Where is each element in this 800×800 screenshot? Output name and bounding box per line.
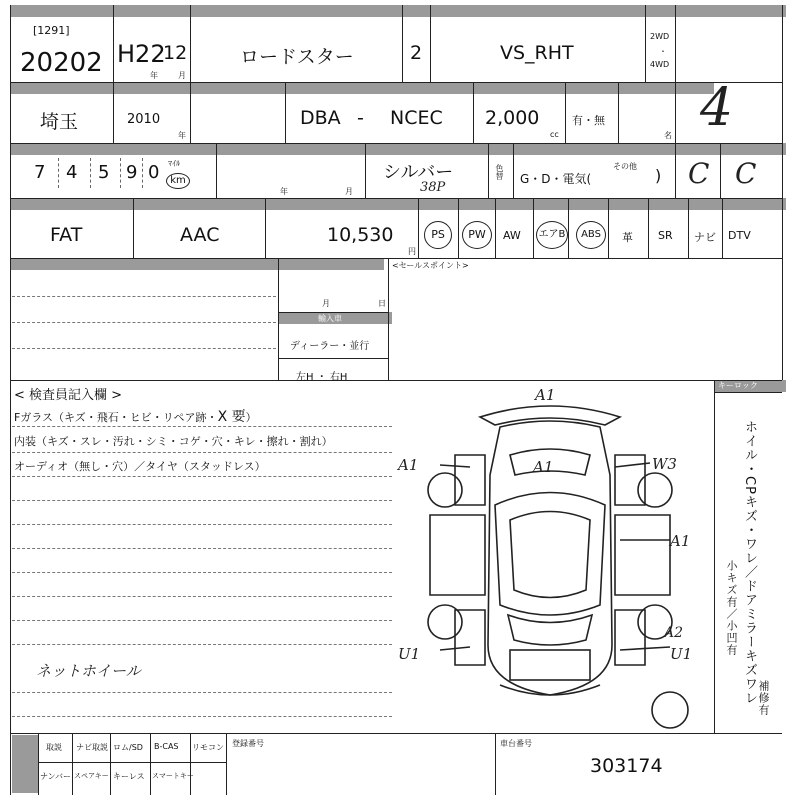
insp-line-k xyxy=(12,692,392,693)
roof-panel xyxy=(510,512,590,598)
v28 xyxy=(688,198,689,258)
v20 xyxy=(265,198,266,258)
year-unit: 年 xyxy=(150,71,158,80)
spare-circle xyxy=(652,692,688,728)
footer-corner-stamp xyxy=(12,735,38,793)
v16 xyxy=(513,143,514,198)
rear-bumper xyxy=(480,406,620,425)
footer-keyless: キーレス xyxy=(113,772,145,781)
v12 xyxy=(618,82,619,143)
date-month: 月 xyxy=(322,299,330,308)
insp-line-d xyxy=(12,500,392,501)
mileage-sep-2 xyxy=(90,158,91,188)
line-row1-bottom xyxy=(10,82,782,83)
mileage-unit-km: km xyxy=(166,173,190,189)
mileage-sep-3 xyxy=(120,158,121,188)
displacement: 2,000 xyxy=(485,107,540,129)
header-band-row5 xyxy=(10,258,384,270)
grade: VS_RHT xyxy=(500,42,574,64)
type-code: NCEC xyxy=(390,107,443,129)
line-row4-bottom xyxy=(10,258,782,259)
mark-right-front-a: A2 xyxy=(664,625,684,641)
exterior-grade: C xyxy=(688,157,710,190)
fv4 xyxy=(150,733,151,795)
v29 xyxy=(722,198,723,258)
front-left-wheel xyxy=(428,605,462,639)
fv7 xyxy=(495,733,496,795)
inspector-line1 xyxy=(14,406,257,426)
header-band-row1 xyxy=(10,5,786,17)
color-change-label: 色替 xyxy=(495,164,504,180)
left-front-fender xyxy=(455,610,485,665)
insp-line-a xyxy=(12,426,392,427)
insp-line-f xyxy=(12,548,392,549)
interior-grade: C xyxy=(735,157,757,190)
line-footer-top xyxy=(10,733,782,734)
v13 xyxy=(216,143,217,198)
mileage-digit-3: 5 xyxy=(98,162,110,183)
equip-ps: PS xyxy=(424,221,452,249)
header-band-row3 xyxy=(10,143,786,155)
keylock-label: キーロック xyxy=(718,381,758,390)
date-day: 日 xyxy=(378,299,386,308)
insp-line-b xyxy=(12,452,392,453)
footer-plate: ナンバー xyxy=(40,772,72,781)
v26 xyxy=(608,198,609,258)
v11 xyxy=(565,82,566,143)
footer-navi-manual: ナビ取説 xyxy=(76,743,108,752)
v14 xyxy=(365,143,366,198)
handle-side: 左H ・ 右H xyxy=(296,372,348,383)
mileage-digit-2: 4 xyxy=(66,162,78,183)
mileage-sep-4 xyxy=(142,158,143,188)
location: 埼玉 xyxy=(40,111,79,133)
chassis-label: 車台番号 xyxy=(500,739,532,748)
inspector-title: < 検査員記入欄 > xyxy=(14,388,123,403)
fglass-close: ） xyxy=(245,411,257,424)
side-note-repair: 補修有 xyxy=(757,680,770,716)
v7 xyxy=(113,82,114,143)
notes-line-3 xyxy=(12,348,276,349)
rear-left-wheel xyxy=(428,473,462,507)
v31 xyxy=(388,258,389,380)
line-import-mid xyxy=(278,358,388,359)
mark-arrow-1 xyxy=(440,465,470,467)
side-note-wheel-mirror: ホイル・CPキズ・ワレ／ドアミラーキズワレ xyxy=(742,420,757,705)
equip-aw: AW xyxy=(503,229,521,242)
v8 xyxy=(190,82,191,143)
footer-bcas: B-CAS xyxy=(154,742,179,751)
inspection-year: 年 xyxy=(280,187,288,196)
mark-right-rear: W3 xyxy=(652,455,677,473)
model-year: H22 xyxy=(117,40,166,68)
v2 xyxy=(190,5,191,82)
fv1 xyxy=(38,733,39,795)
transmission: FAT xyxy=(50,224,83,246)
fuel-other-label: その他 xyxy=(613,162,637,171)
hood-panel xyxy=(510,650,590,680)
header-band-row4 xyxy=(10,198,786,210)
frame-left xyxy=(10,5,11,795)
v3 xyxy=(402,5,403,82)
capacity-unit: 名 xyxy=(664,131,672,140)
v30 xyxy=(278,258,279,380)
color-code: 38P xyxy=(420,180,446,195)
v21 xyxy=(418,198,419,258)
equip-leather: 革 xyxy=(622,231,633,244)
drive-4wd: 4WD xyxy=(650,60,670,69)
line-keylock-bottom xyxy=(714,392,782,393)
inspector-line2: 内装（キズ・スレ・汚れ・シミ・コゲ・穴・キレ・擦れ・割れ） xyxy=(14,435,333,448)
v6 xyxy=(675,5,676,143)
drive-2wd: 2WD xyxy=(650,32,670,41)
model-month: 12 xyxy=(163,42,188,64)
equip-pw: PW xyxy=(462,221,492,249)
inspection-month: 月 xyxy=(345,187,353,196)
side-note-scratch-dent: 小キズ有／小凹有 xyxy=(725,560,738,656)
line-row2-bottom xyxy=(10,143,782,144)
drive-sep: ・ xyxy=(659,47,667,56)
mileage-digit-1: 7 xyxy=(34,162,46,183)
fglass-required: X 要 xyxy=(217,409,246,425)
line-row5-bottom xyxy=(10,380,782,381)
fv2 xyxy=(72,733,73,795)
insp-line-l xyxy=(12,716,392,717)
v19 xyxy=(133,198,134,258)
inspector-line3: オーディオ（無し・穴）／タイヤ（スタッドレス） xyxy=(14,460,266,473)
fv3 xyxy=(110,733,111,795)
sales-point-header: <セールスポイント> xyxy=(392,261,469,270)
equip-sunroof: SR xyxy=(658,229,673,242)
footer-manual: 取説 xyxy=(46,743,62,752)
fv6 xyxy=(226,733,227,795)
turbo-options: 有・無 xyxy=(572,114,605,127)
v4 xyxy=(430,5,431,82)
first-registration-unit: 年 xyxy=(178,131,186,140)
mark-left-rear: A1 xyxy=(398,456,419,474)
front-windshield xyxy=(508,615,592,645)
front-bumper xyxy=(500,685,600,695)
v17 xyxy=(675,143,676,198)
v-side xyxy=(714,380,715,733)
notes-line-2 xyxy=(12,322,276,323)
notes-line-1 xyxy=(12,296,276,297)
footer-spare-key: スペアキー xyxy=(74,772,109,780)
frame-right xyxy=(782,5,783,380)
fuel-close: ) xyxy=(655,166,662,185)
footer-remote: リモコン xyxy=(192,743,224,752)
right-front-fender xyxy=(615,610,645,665)
mark-left-front: U1 xyxy=(398,645,421,663)
aircon: AAC xyxy=(180,224,220,246)
door-count: 2 xyxy=(410,42,423,64)
mileage-unit-mile: ﾏｲﾙ xyxy=(168,159,180,168)
rear-right-wheel xyxy=(638,473,672,507)
mileage-sep-1 xyxy=(58,158,59,188)
auction-score: 4 xyxy=(700,78,734,138)
v23 xyxy=(495,198,496,258)
import-header: 輸入車 xyxy=(318,314,342,323)
fh-mid xyxy=(38,762,226,763)
lot-code: [1291] xyxy=(33,24,70,37)
month-unit: 月 xyxy=(178,71,186,80)
v22 xyxy=(458,198,459,258)
v9 xyxy=(285,82,286,143)
insp-line-i xyxy=(12,620,392,621)
insp-line-c xyxy=(12,476,392,477)
v1 xyxy=(113,5,114,82)
header-band-keylock xyxy=(714,380,786,392)
mark-roof: A1 xyxy=(533,458,554,476)
recycle-yen: 円 xyxy=(408,247,416,256)
line-row3-bottom xyxy=(10,198,782,199)
equip-abs: ABS xyxy=(576,221,606,249)
footer-smart-key: スマートキー xyxy=(152,772,194,780)
fglass-items: Fガラス（キズ・飛石・ヒビ・リペア跡・ xyxy=(14,411,218,424)
insp-line-g xyxy=(12,572,392,573)
equip-dtv: DTV xyxy=(728,229,751,242)
equip-navi: ナビ xyxy=(694,231,716,244)
mileage-digit-5: 0 xyxy=(148,162,160,183)
cc-unit: cc xyxy=(550,130,559,139)
mark-right-front-u: U1 xyxy=(670,645,693,663)
registration-label: 登録番号 xyxy=(232,739,264,748)
insp-line-j xyxy=(12,644,392,645)
v18 xyxy=(720,143,721,198)
insp-line-h xyxy=(12,596,392,597)
v24 xyxy=(533,198,534,258)
first-registration-year: 2010 xyxy=(127,112,161,127)
handwritten-note: ネットホイール xyxy=(36,662,141,680)
v25 xyxy=(568,198,569,258)
fuel-options: G・D・電気( xyxy=(520,172,592,186)
equip-airbag: エアB xyxy=(536,221,568,249)
footer-rom-sd: ロム/SD xyxy=(113,743,143,752)
type-prefix: DBA xyxy=(300,107,341,129)
insp-line-e xyxy=(12,524,392,525)
car-damage-diagram xyxy=(400,385,710,730)
mileage-digit-4: 9 xyxy=(126,162,138,183)
right-door xyxy=(615,515,670,595)
dealer-type: ディーラー・並行 xyxy=(290,341,370,352)
lot-number: 20202 xyxy=(20,48,103,78)
mark-right-door: A1 xyxy=(670,532,691,550)
v27 xyxy=(648,198,649,258)
v15 xyxy=(488,143,489,198)
fv5 xyxy=(190,733,191,795)
left-door xyxy=(430,515,485,595)
v5 xyxy=(645,5,646,82)
mark-rear: A1 xyxy=(535,386,556,404)
v10 xyxy=(473,82,474,143)
chassis-number: 303174 xyxy=(590,755,663,777)
header-band-row2 xyxy=(10,82,714,94)
recycle-fee: 10,530 xyxy=(327,224,394,246)
model-name: ロードスター xyxy=(240,46,354,68)
body-color: シルバー xyxy=(383,162,454,183)
type-dash: - xyxy=(357,107,364,129)
